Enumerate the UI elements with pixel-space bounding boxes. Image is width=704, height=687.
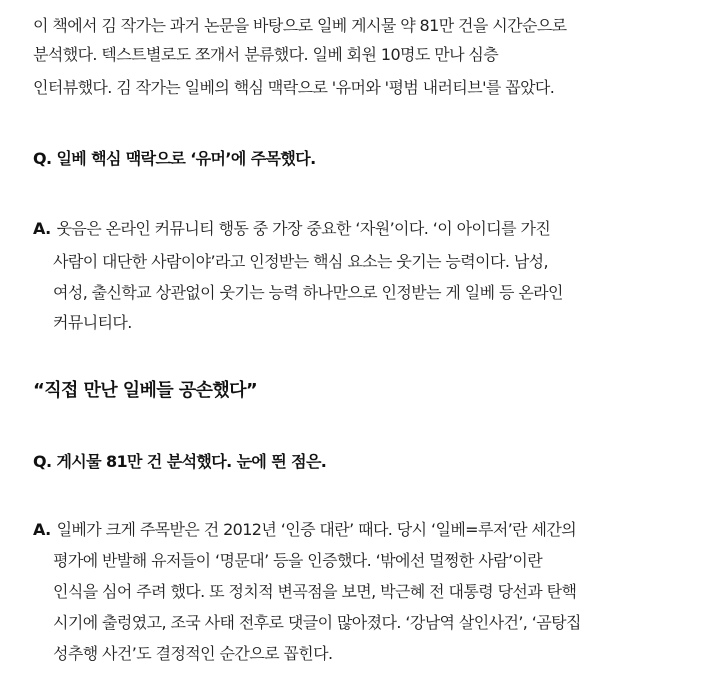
answer-2-line-1 — [33, 520, 576, 540]
answer-1-line-4: 커뮤니티다. — [53, 313, 132, 332]
intro-line-3: 인터뷰했다. 김 작가는 일베의 핵심 맥락으로 '유머와 '평범 내러티브'를 꼽았다. — [33, 78, 555, 97]
section-subheading: “직접 만난 일베들 공손했다” — [33, 380, 258, 401]
question-2: Q. 게시물 81만 건 분석했다. 눈에 띈 점은. — [33, 452, 327, 471]
answer-1-line-2: 사람이 대단한 사람이야’라고 인정받는 핵심 요소는 웃기는 능력이다. 남성, — [53, 252, 549, 271]
intro-line-1: 이 책에서 김 작가는 과거 논문을 바탕으로 일베 게시물 약 81만 건을 시간순으로 — [33, 16, 567, 35]
answer-2-line-3: 인식을 심어 주려 했다. 또 정치적 변곡점을 보면, 박근혜 전 대통령 당선과 탄핵 — [53, 582, 577, 601]
answer-2-line-2: 평가에 반발해 유저들이 ‘명문대’ 등을 인증했다. ‘밖에선 멀쩡한 사람’이란 — [53, 551, 543, 570]
answer-1-text-1: 웃음은 온라인 커뮤니티 행동 중 가장 중요한 ‘자원’이다. ‘이 아이디를 가진 — [56, 219, 551, 238]
answer-2-label: A. — [33, 520, 51, 539]
intro-line-2: 분석했다. 텍스트별로도 쪼개서 분류했다. 일베 회원 10명도 만나 심층 — [33, 45, 499, 64]
answer-2-text-1: 일베가 크게 주목받은 건 2012년 ‘인증 대란’ 때다. 당시 ‘일베=루저’란 세간의 — [56, 520, 577, 539]
answer-2-line-5: 성추행 사건’도 결정적인 순간으로 꼽힌다. — [53, 644, 333, 663]
question-1: Q. 일베 핵심 맥락으로 ‘유머’에 주목했다. — [33, 149, 316, 168]
answer-2-line-4: 시기에 출렁였고, 조국 사태 전후로 댓글이 많아졌다. ‘강남역 살인사건’, ‘곰탕집 — [53, 613, 581, 632]
answer-1-line-1 — [33, 219, 550, 239]
answer-1-line-3: 여성, 출신학교 상관없이 웃기는 능력 하나만으로 인정받는 게 일베 등 온라인 — [53, 283, 563, 302]
answer-1-label: A. — [33, 219, 51, 238]
